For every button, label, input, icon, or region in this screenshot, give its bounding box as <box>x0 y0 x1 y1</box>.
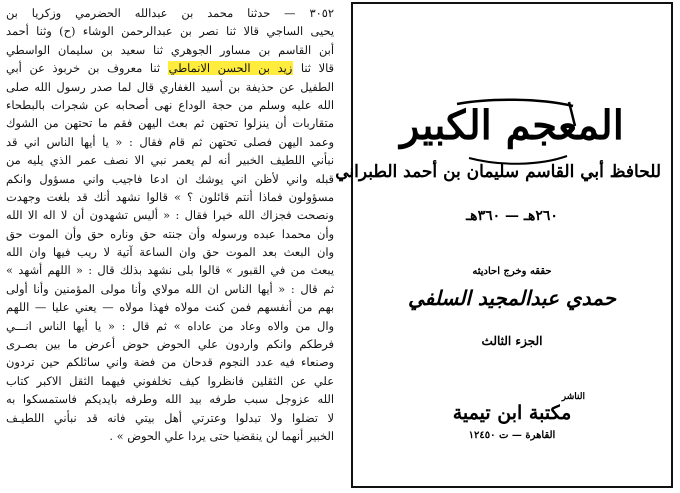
hadith-line: وأن محمدا عبده ورسوله وأن جنته حق وناره حق وأن الموت حق <box>6 226 334 241</box>
hadith-line: وعمد اليهن فصلى تحتهن ثم قام فقال : « يا أيها الناس اني قد <box>6 134 334 149</box>
volume-label: الجزء الثالث <box>481 334 543 348</box>
hadith-line: لا تضلوا ولا تبدلوا وعترتي أهل بيتي فانه قد نبأني اللطيـف <box>6 410 334 425</box>
hadith-line: الله عليه وسلم من حجة الوداع نهى أصحابه عن شجرات بالبطحاء <box>6 97 334 112</box>
hadith-line: يبعث من في القبور » قالوا بلى نشهد بذلك قال : « اللهم أشهد » <box>6 263 334 278</box>
hadith-line: متقاربات أن ينزلوا تحتهن ثم بعث اليهن فقم ما تحتهن من الشوك <box>6 116 334 131</box>
hadith-line: ونصحت فجزاك الله خيرا فقال : « أليس تشهدون أن لا اله الا الله <box>6 208 334 223</box>
edited-by-label: حققه وخرج احاديثه <box>472 266 552 277</box>
hadith-line: قبله واني لأظن اني يوشك ان ادعا فاجيب واني مسؤول وانكم <box>6 171 334 186</box>
hadith-line: بهم من أنفسهم فمن كنت مولاه فهذا مولاه — يعني عليا — اللهم <box>6 300 334 315</box>
book-cover <box>335 2 673 488</box>
hadith-line: علي عن الثقلين فانظروا كيف تخلفوني فيهما الثقل الاكبر كتاب <box>6 373 334 388</box>
hadith-line: يحيى الساجي قالا ثنا نصر بن عبدالرحمن الوشاء (ح) وثنا أحمد <box>6 24 334 39</box>
editor-name: حمدي عبدالمجيد السلفي <box>407 286 617 310</box>
hadith-line: أبن القاسم بن مساور الجوهري ثنا سعيد بن سليمان الواسطي <box>6 42 334 57</box>
hadith-line: الطفيل عن حذيفة بن أسيد الغفاري قال لما صدر رسول الله صلى <box>6 79 334 94</box>
hadith-line <box>6 59 334 77</box>
author-dates: ٢٦٠هـ — ٣٦٠هـ <box>466 208 558 224</box>
hadith-text-page <box>6 4 334 490</box>
hadith-line: الله عزوجل سبب طرفه بيد الله وطرفه بايديكم فاستمسكوا به <box>6 392 334 407</box>
hadith-line: مسؤولون فماذا أنتم قائلون ؟ » قالوا نشهد أنك قد بلغت وجهدت <box>6 189 334 204</box>
hadith-line: فرطكم وانكم واردون علي الحوض حوض أعرض ما بين بصـرى <box>6 337 334 352</box>
publisher-city: القاهرة — ت ١٢٤٥٠ <box>468 430 556 441</box>
highlighted-narrator-name: زيد بن الحسن الانماطي <box>168 61 293 76</box>
author-line: للحافظ أبي القاسم سليمان بن أحمد الطبراني <box>335 162 661 182</box>
hadith-line: الخبير أنهما لن ينقضيا حتى يردا علي الحوض » . <box>109 428 334 443</box>
hadith-line: وال من والاه وعاد من عاداه » ثم قال : « يا أيها الناس انـــي <box>6 318 334 333</box>
book-title: المعجم الكبير <box>400 102 624 149</box>
hadith-line: وان البعث بعد الموت حق وان الساعة آتية لا ريب فيها وان الله <box>6 245 334 260</box>
hadith-line: نبأني اللطيف الخبير أنه لم يعمر نبي الا نصف عمر الذي يليه من <box>6 153 334 168</box>
hadith-line-segment: قالا ثنا <box>293 61 334 76</box>
hadith-line: وصنعاء فيه عدد النجوم قدحان من فضة واني سائلكم حين تردون <box>6 355 334 370</box>
hadith-line-segment: ثنا معروف بن خربوذ عن أبي <box>6 61 168 76</box>
hadith-line: ٣٠٥٢ — حدثنا محمد بن عبدالله الحضرمي وزكريا بن <box>6 6 334 20</box>
publisher-label: الناشر <box>561 392 585 402</box>
hadith-line: ثم قال : « أيها الناس ان الله مولاي وأنا مولى المؤمنين وأنا أولى <box>6 281 334 296</box>
publisher-name: مكتبة ابن تيمية <box>452 402 572 424</box>
